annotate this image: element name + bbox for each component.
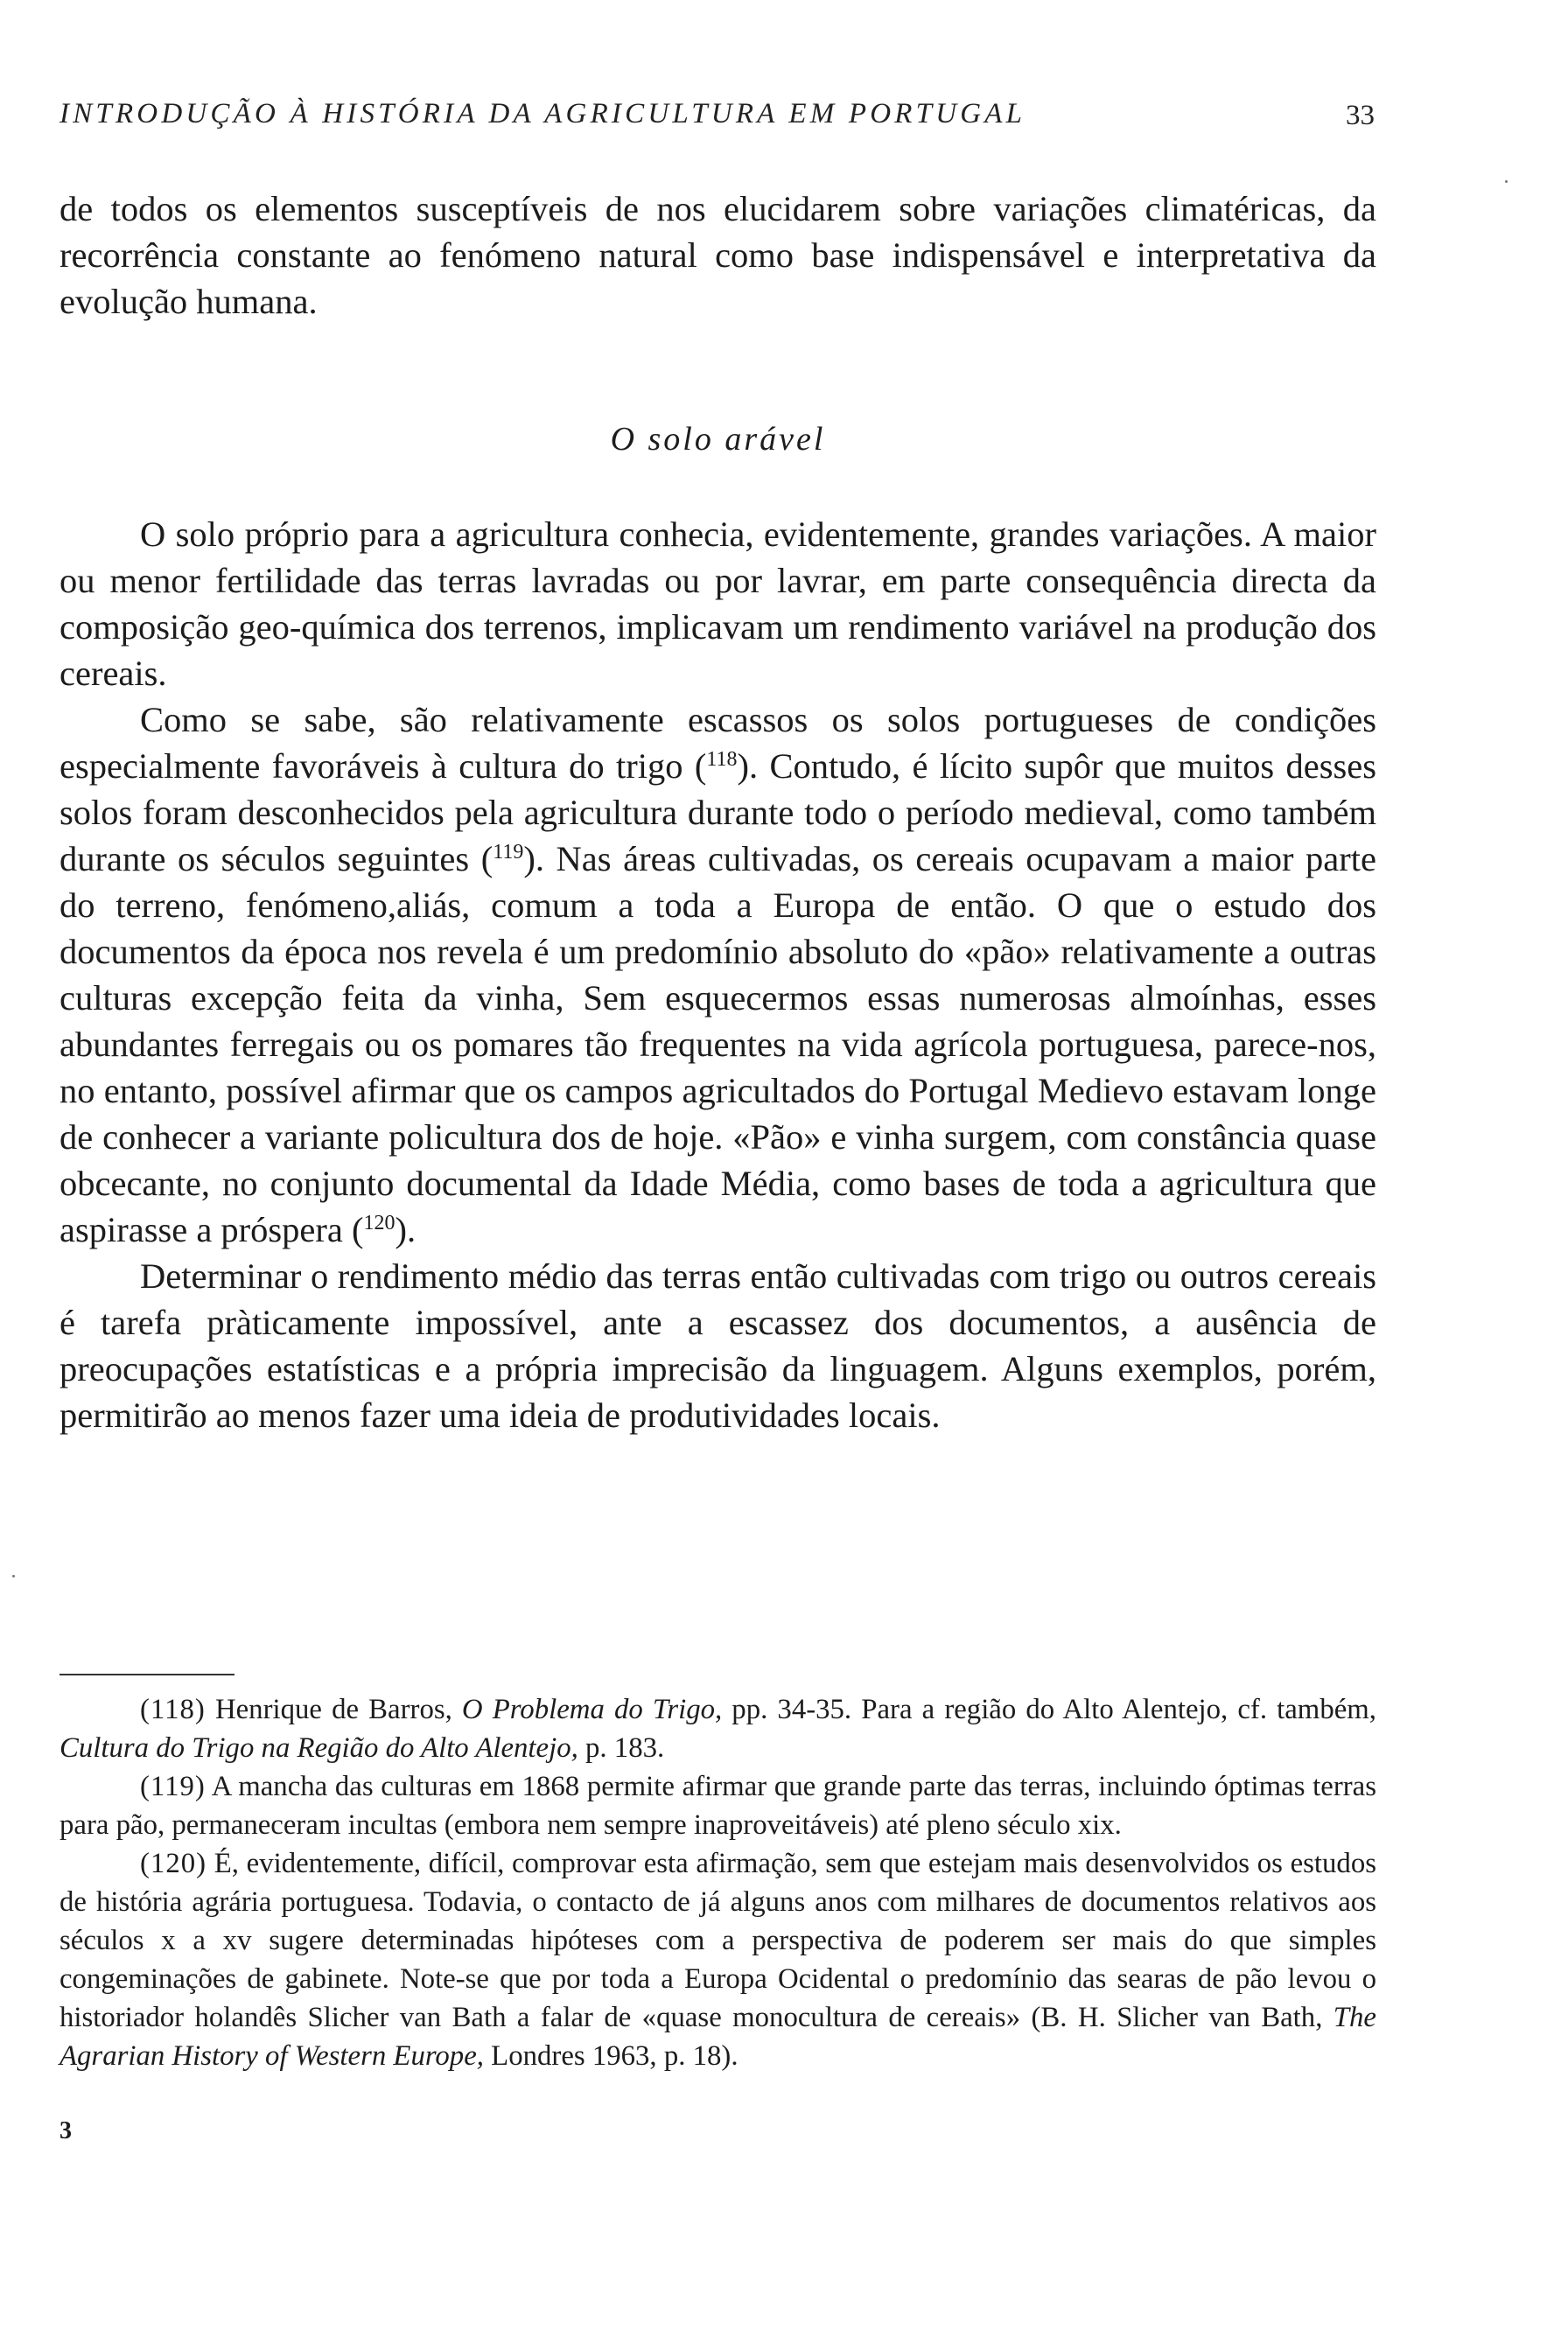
footnote-text: pp. 34-35. Para a região do Alto Alentejo, cf. também, — [722, 1694, 1376, 1725]
footnote-119 — [60, 1767, 1376, 1844]
footnotes — [60, 1690, 1376, 2075]
footnote-number: (118) — [140, 1694, 206, 1725]
signature-mark: 3 — [60, 2117, 72, 2144]
running-head — [60, 98, 1376, 142]
footnote-work-title: The Agrarian History of Western Europe, — [60, 2002, 1376, 2072]
footnote-120 — [60, 1844, 1376, 2075]
paragraph-2-part-b: ). Contudo, é lícito supôr que muitos desses solos foram desconhecidos pela agricultura durante todo o período medieval, como também durante os séculos seguintes ( — [60, 746, 1376, 878]
section-heading: O solo arável — [610, 421, 826, 458]
paragraph-2 — [60, 696, 1376, 1253]
footnote-work-title: Cultura do Trigo na Região do Alto Alentejo, — [60, 1732, 578, 1764]
paragraph-1: O solo próprio para a agricultura conhecia, evidentemente, grandes variações. A maior ou menor fertilidade das terras lavradas ou por lavrar, em parte consequência directa da composição geo-química dos terrenos, implicavam um rendimento variável na produção dos cereais. — [60, 514, 1376, 693]
footnote-number: (120) — [140, 1848, 207, 1879]
footnote-text: Londres 1963, p. 18). — [483, 2040, 738, 2072]
running-head-title: INTRODUÇÃO À HISTÓRIA DA AGRICULTURA EM PORTUGAL — [60, 98, 1026, 129]
footnote-ref-119[interactable]: 119 — [493, 841, 524, 864]
footnote-text: p. 183. — [578, 1732, 665, 1764]
footnote-text: A mancha das culturas em 1868 permite afirmar que grande parte das terras, incluindo óptimas terras para pão, permaneceram incultas (embora nem sempre inaproveitáveis) até pleno século xix. — [60, 1771, 1376, 1841]
opening-paragraph-block — [60, 185, 1376, 325]
footnote-number: (119) — [140, 1771, 206, 1802]
paragraph-2-part-d: ). — [395, 1210, 416, 1249]
footnote-work-title: O Problema do Trigo, — [461, 1694, 723, 1725]
footnote-text: Henrique de Barros, — [205, 1694, 462, 1725]
opening-paragraph: de todos os elementos susceptíveis de nos elucidarem sobre variações climatéricas, da recorrência constante ao fenómeno natural como base indispensável e interpretativa da evolução humana. — [60, 189, 1376, 321]
paragraph-2-part-c: ). Nas áreas cultivadas, os cereais ocupavam a maior parte do terreno, fenómeno,aliás, comum a toda a Europa de então. O que o estudo dos documentos da época nos revela é um predomínio absoluto do «pão» relativamente a outras culturas excepção feita da vinha, Sem esquecermos essas numerosas almoínhas, esses abundantes ferregais ou os pomares tão frequentes na vida agrícola portuguesa, parece-nos, no entanto, possível afirmar que os campos agricultados do Portugal Medievo estavam longe de conhecer a variante policultura dos de hoje. «Pão» e vinha surgem, com constância quase obcecante, no conjunto documental da Idade Média, como bases de toda a agricultura que aspirasse a próspera ( — [60, 839, 1376, 1249]
main-text-block — [60, 511, 1376, 1438]
scan-speck — [12, 1575, 15, 1577]
footnote-ref-118[interactable]: 118 — [706, 748, 738, 771]
footnote-ref-120[interactable]: 120 — [363, 1212, 396, 1234]
footnote-text: É, evidentemente, difícil, comprovar esta afirmação, sem que estejam mais desenvolvidos os estudos de história agrária portuguesa. Todavia, o contacto de já alguns anos com milhares de documentos relativos aos séculos x a xv sugere determinadas hipóteses com a perspectiva de poderem ser mais do que simples congeminações de gabinete. Note-se que por toda a Europa Ocidental o predomínio das searas de pão levou o historiador holandês Slicher van Bath a falar de «quase monocultura de cereais» (B. H. Slicher van Bath, — [60, 1848, 1376, 2033]
paragraph-3: Determinar o rendimento médio das terras então cultivadas com trigo ou outros cereais é tarefa pràticamente impossível, ante a escassez dos documentos, a ausência de preocupações estatísticas e a própria imprecisão da linguagem. Alguns exemplos, porém, permitirão ao menos fazer uma ideia de produtividades locais. — [60, 1256, 1376, 1435]
scan-speck — [1505, 180, 1508, 183]
footnote-rule — [60, 1674, 234, 1675]
paragraph-2-part-a: Como se sabe, são relativamente escassos os solos portugueses de condições especialmente favoráveis à cultura do trigo ( — [60, 700, 1376, 786]
page-number: 33 — [1346, 100, 1375, 131]
footnote-118 — [60, 1690, 1376, 1767]
